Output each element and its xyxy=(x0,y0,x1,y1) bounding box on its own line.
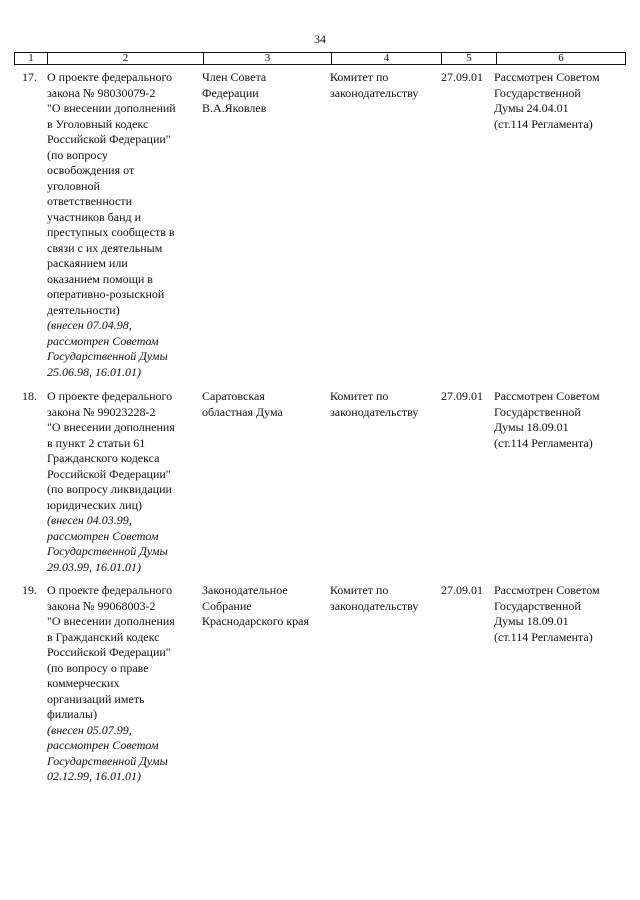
bill-text-line: (по вопросу ликвидации xyxy=(47,482,172,496)
bill-text-line: раскаянием или xyxy=(47,256,128,270)
status-line: Рассмотрен Советом xyxy=(494,70,600,84)
bill-text-line: Российской Федерации" xyxy=(47,132,171,146)
column-header-3: 3 xyxy=(203,53,331,64)
initiator-line: Краснодарского края xyxy=(202,614,310,628)
bill-text-line: филиалы) xyxy=(47,707,98,721)
initiator-line: Собрание xyxy=(202,598,252,613)
bill-description xyxy=(47,583,197,785)
committee xyxy=(330,583,438,614)
bill-text-line: уголовной xyxy=(47,178,100,193)
initiator xyxy=(202,70,326,117)
column-header-5: 5 xyxy=(441,53,496,64)
status-line: Рассмотрен Советом xyxy=(494,583,600,597)
status-line: Рассмотрен Советом xyxy=(494,389,600,403)
bill-text-line: в Уголовный кодекс xyxy=(47,116,149,131)
status-line: Государственной xyxy=(494,598,581,613)
status-line: Государственной xyxy=(494,404,581,419)
bill-note-line: 25.06.98, 16.01.01) xyxy=(47,364,141,379)
initiator-line: Законодательное xyxy=(202,583,288,597)
page-number: 34 xyxy=(314,32,326,46)
column-header-1: 1 xyxy=(28,52,34,64)
bill-text-line: закона № 98030079-2 xyxy=(47,85,156,100)
bill-text-line: ответственности xyxy=(47,194,133,208)
bill-note-line: Государственной Думы xyxy=(47,753,168,768)
bill-text-line: Гражданского кодекса xyxy=(47,451,160,465)
bill-text-line: организаций иметь xyxy=(47,691,145,706)
initiator xyxy=(202,583,326,630)
bill-text-line: закона № 99068003-2 xyxy=(47,598,156,613)
committee-line: Комитет по xyxy=(330,70,389,84)
committee xyxy=(330,389,438,420)
bill-text-line: оперативно-розыскной xyxy=(47,287,165,301)
bill-note-line: 02.12.99, 16.01.01) xyxy=(47,769,141,783)
bill-text-line: участников банд и xyxy=(47,209,142,224)
bill-description xyxy=(47,70,197,380)
status xyxy=(494,583,624,645)
status-line: Государственной xyxy=(494,85,581,100)
bill-text-line: в Гражданский кодекс xyxy=(47,629,160,644)
bill-text-line: (по вопросу о праве xyxy=(47,660,149,675)
bill-note-line: (внесен 05.07.99, xyxy=(47,722,132,737)
status-line: Думы 18.09.01 xyxy=(494,420,569,434)
bill-text-line: юридических лиц) xyxy=(47,497,142,512)
bill-text-line: Российской Федерации" xyxy=(47,466,171,481)
column-header-6: 6 xyxy=(496,53,625,64)
committee xyxy=(330,70,438,101)
bill-text-line: связи с их деятельным xyxy=(47,240,163,255)
bill-text-line: коммерческих xyxy=(47,676,120,690)
bill-text-line: О проекте федерального xyxy=(47,389,173,403)
committee-line: Комитет по xyxy=(330,583,389,597)
bill-text-line: закона № 99023228-2 xyxy=(47,404,156,419)
date: 27.09.01 xyxy=(441,70,483,84)
bill-text-line: "О внесении дополнения xyxy=(47,420,175,434)
status-line: Думы 18.09.01 xyxy=(494,614,569,628)
bill-note-line: рассмотрен Советом xyxy=(47,528,159,543)
initiator-line: Саратовская xyxy=(202,389,265,403)
bill-note-line: рассмотрен Советом xyxy=(47,738,159,752)
status-line: Думы 24.04.01 xyxy=(494,101,569,115)
bill-text-line: "О внесении дополнений xyxy=(47,101,176,115)
bill-text-line: "О внесении дополнения xyxy=(47,614,175,628)
status xyxy=(494,389,624,451)
initiator-line: областная Дума xyxy=(202,404,283,419)
initiator-line: Федерации xyxy=(202,85,259,100)
bill-text-line: деятельности) xyxy=(47,302,120,317)
bill-note-line: Государственной Думы xyxy=(47,349,168,363)
initiator-line: В.А.Яковлев xyxy=(202,101,267,115)
column-header-2: 2 xyxy=(47,53,203,64)
status-line: (ст.114 Регламента) xyxy=(494,116,593,131)
committee-line: законодательству xyxy=(330,85,419,100)
bill-text-line: освобождения от xyxy=(47,163,135,177)
bill-note-line: рассмотрен Советом xyxy=(47,333,159,348)
column-header-4: 4 xyxy=(331,53,441,64)
bill-text-line: О проекте федерального xyxy=(47,583,173,597)
bill-text-line: оказанием помощи в xyxy=(47,271,153,286)
bill-note-line: (внесен 07.04.98, xyxy=(47,318,132,332)
committee-line: законодательству xyxy=(330,598,419,613)
bill-note-line: Государственной Думы xyxy=(47,544,168,558)
bill-note-line: (внесен 04.03.99, xyxy=(47,513,132,527)
bill-note-line: 29.03.99, 16.01.01) xyxy=(47,559,141,574)
date: 27.09.01 xyxy=(441,583,483,597)
bill-description xyxy=(47,389,197,575)
table-header-row xyxy=(14,52,626,65)
bill-text-line: (по вопросу xyxy=(47,147,108,162)
row-number: 18. xyxy=(22,389,37,403)
row-number: 19. xyxy=(22,583,37,597)
committee-line: Комитет по xyxy=(330,389,389,403)
bill-text-line: в пункт 2 статьи 61 xyxy=(47,435,146,450)
bill-text-line: О проекте федерального xyxy=(47,70,173,84)
bill-text-line: преступных сообществ в xyxy=(47,225,175,239)
initiator xyxy=(202,389,326,420)
status xyxy=(494,70,624,132)
row-number: 17. xyxy=(22,70,37,84)
committee-line: законодательству xyxy=(330,404,419,419)
status-line: (ст.114 Регламента) xyxy=(494,629,593,644)
bill-text-line: Российской Федерации" xyxy=(47,645,171,659)
date: 27.09.01 xyxy=(441,389,483,403)
status-line: (ст.114 Регламента) xyxy=(494,435,593,450)
initiator-line: Член Совета xyxy=(202,70,267,84)
